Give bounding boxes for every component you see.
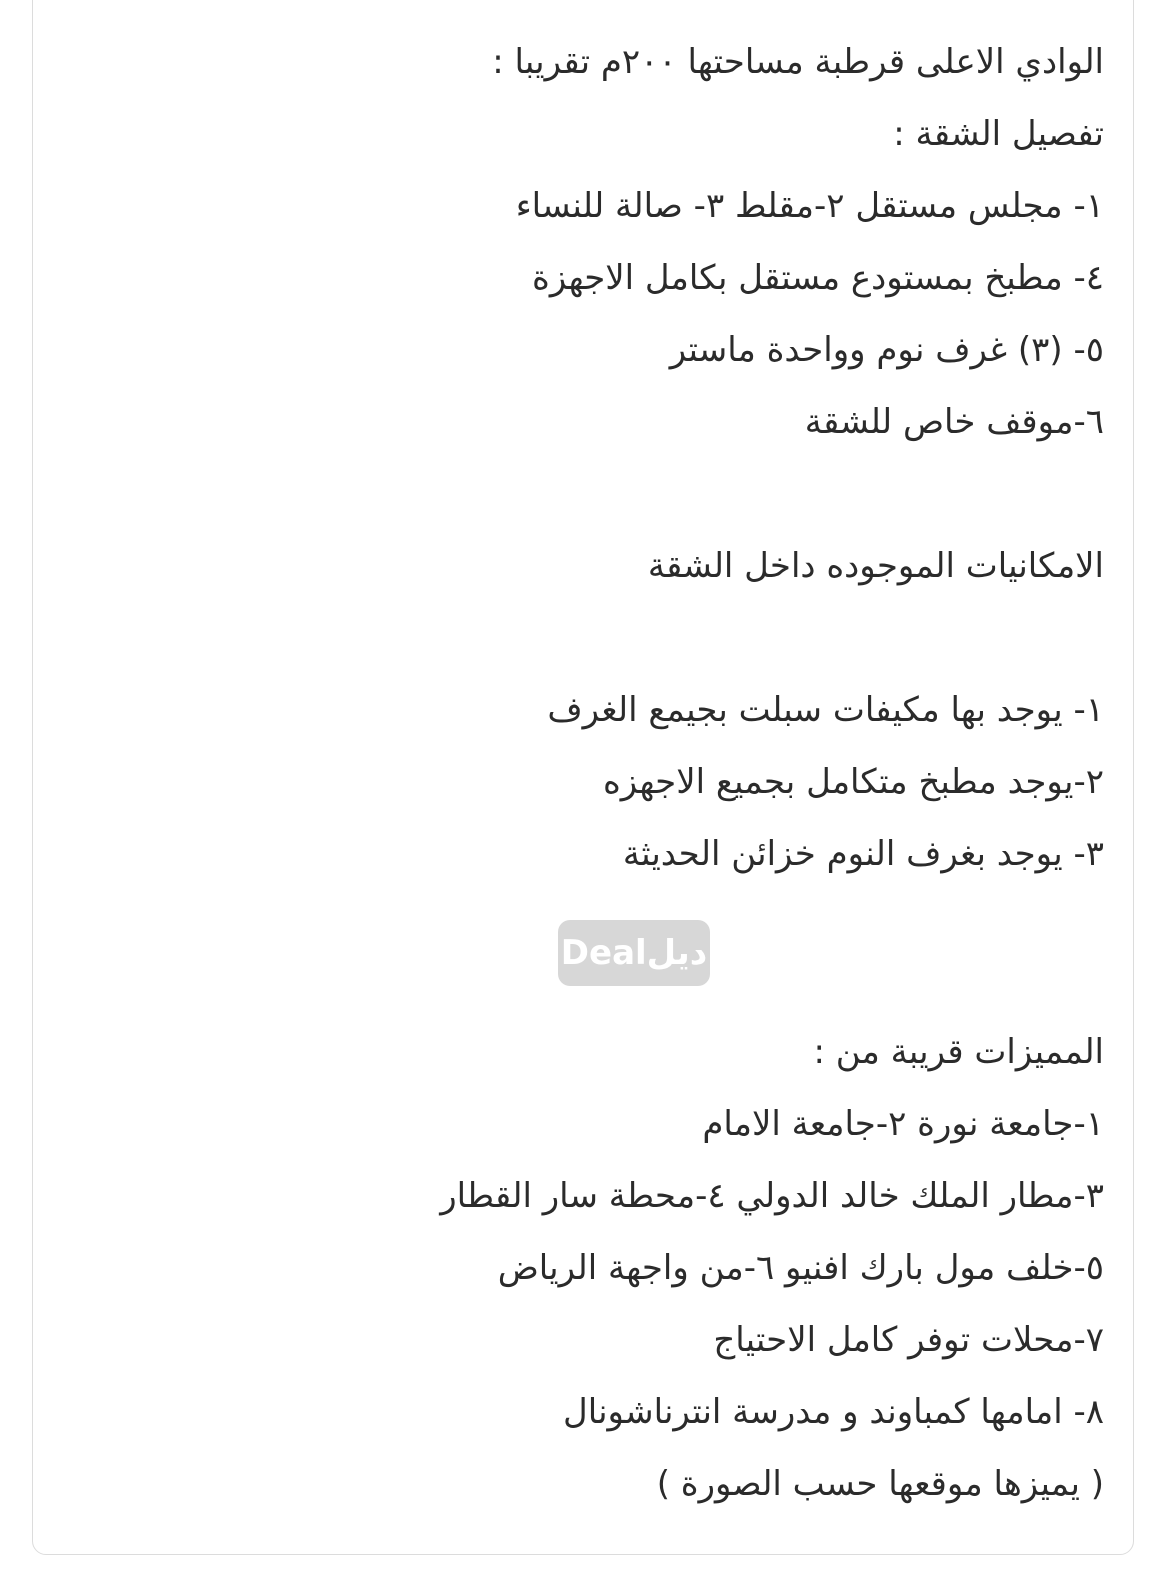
feature-item: ( يميزها موقعها حسب الصورة ) [656,1464,1104,1504]
listing-line: ٦-موقف خاص للشقة [804,402,1104,442]
feature-item: ٣-مطار الملك خالد الدولي ٤-محطة سار القطار [440,1176,1104,1216]
feature-item: ٨- امامها كمباوند و مدرسة انترناشونال [563,1392,1104,1432]
amenities-title: الامكانيات الموجوده داخل الشقة [647,546,1104,586]
feature-item: ٥-خلف مول بارك افنيو ٦-من واجهة الرياض [497,1248,1104,1288]
deal-logo-text: Dealديل [560,933,708,973]
listing-line: تفصيل الشقة : [893,114,1104,154]
feature-item: ٧-محلات توفر كامل الاحتياج [713,1320,1104,1360]
blank-line [94,458,1104,530]
listing-line: ٥- (٣) غرف نوم وواحدة ماستر [669,330,1104,370]
amenity-item: ١- يوجد بها مكيفات سبلت بجيمع الغرف [547,690,1104,730]
listing-description [94,26,1104,1520]
amenity-item: ٢-يوجد مطبخ متكامل بجميع الاجهزه [602,762,1104,802]
listing-line: ٤- مطبخ بمستودع مستقل بكامل الاجهزة [532,258,1104,298]
features-title: المميزات قريبة من : [813,1032,1104,1072]
listing-line: ١- مجلس مستقل ٢-مقلط ٣- صالة للنساء [515,186,1104,226]
feature-item: ١-جامعة نورة ٢-جامعة الامام [702,1104,1104,1144]
watermark-row [94,890,1104,1016]
deal-logo-watermark [558,920,710,986]
blank-line [94,602,1104,674]
amenity-item: ٣- يوجد بغرف النوم خزائن الحديثة [622,834,1104,874]
listing-line: الوادي الاعلى قرطبة مساحتها ٢٠٠م تقريبا : [492,42,1104,82]
